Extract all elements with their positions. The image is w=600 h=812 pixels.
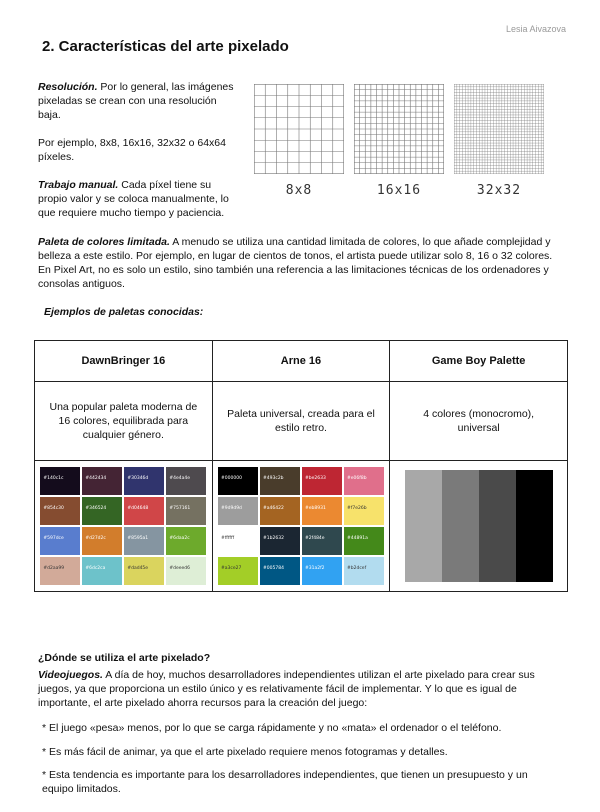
color-swatch-hex: #1b2632	[262, 536, 284, 541]
color-swatch-hex: #140c1c	[43, 476, 64, 481]
color-swatch-hex: #346524	[85, 506, 107, 511]
color-swatch	[40, 497, 80, 525]
color-swatch	[218, 527, 258, 555]
bullet-item: * Es más fácil de animar, ya que el arte pixelado requiere menos fotogramas y detalles.	[42, 746, 448, 758]
color-swatch	[124, 557, 164, 585]
color-swatch-hex: #8595a1	[127, 536, 149, 541]
palette-desc-gameboy-text: 4 colores (monocromo), universal	[423, 408, 535, 434]
color-swatch-hex: #597dce	[43, 536, 64, 541]
color-swatch-hex: #d27d2c	[85, 536, 106, 541]
palette-desc-arne	[212, 382, 390, 461]
palettes-table	[34, 340, 568, 592]
color-swatch	[218, 467, 258, 495]
color-swatch-hex: #be2633	[304, 476, 326, 481]
palette-name-dawnbringer: DawnBringer 16	[35, 341, 213, 382]
color-swatch-hex: #6dc2ca	[85, 566, 106, 571]
color-swatch-hex: #854c30	[43, 506, 64, 511]
palette-desc-gameboy	[390, 382, 568, 461]
color-swatch-hex: #493c2b	[262, 476, 284, 481]
color-swatch	[40, 527, 80, 555]
where-heading: ¿Dónde se utiliza el arte pixelado?	[38, 652, 211, 664]
color-swatch	[302, 527, 342, 555]
color-swatch	[260, 527, 300, 555]
color-swatch-hex: #9d9d9d	[220, 506, 242, 511]
color-swatch-hex: #d04648	[127, 506, 149, 511]
color-swatch-hex: #a46422	[262, 506, 284, 511]
color-swatch-hex: #6daa2c	[169, 536, 190, 541]
manual-lead: Trabajo manual.	[38, 179, 119, 191]
color-swatch-hex: #30346d	[127, 476, 149, 481]
resolution-paragraph	[38, 80, 238, 122]
color-swatch	[82, 557, 122, 585]
gameboy-strip	[405, 470, 553, 582]
color-swatch	[82, 527, 122, 555]
color-swatch-hex: #4e4a4e	[169, 476, 190, 481]
resolution-lead: Resolución.	[38, 81, 98, 93]
color-swatch	[166, 467, 206, 495]
palette-desc-dawnbringer	[35, 382, 213, 461]
videogames-lead: Videojuegos.	[38, 669, 103, 681]
color-swatch-hex: #e06f8b	[346, 476, 367, 481]
color-swatch-hex: #ffffff	[220, 536, 235, 541]
color-swatch	[166, 527, 206, 555]
color-swatch-hex: #dad45e	[127, 566, 149, 571]
color-swatch-hex: #442434	[85, 476, 107, 481]
color-swatch-hex: #005784	[262, 566, 284, 571]
color-swatch	[302, 497, 342, 525]
color-swatch	[124, 467, 164, 495]
color-swatch	[40, 557, 80, 585]
palette-paragraph	[38, 235, 563, 291]
palette-name-gameboy: Game Boy Palette	[390, 341, 568, 382]
color-swatch-hex: #d2aa99	[43, 566, 65, 571]
swatch-grid	[40, 467, 206, 585]
color-swatch	[124, 497, 164, 525]
gameboy-color-band	[479, 470, 516, 582]
grid-16x16-image	[354, 84, 444, 174]
gameboy-color-band	[442, 470, 479, 582]
manual-paragraph	[38, 178, 238, 220]
color-swatch	[166, 497, 206, 525]
color-swatch-hex: #2f484e	[304, 536, 325, 541]
bullet-item: * El juego «pesa» menos, por lo que se carga rápidamente y no «mata» el ordenador o el teléfono.	[42, 722, 502, 734]
palette-swatches-gameboy	[390, 461, 568, 592]
palette-text: A menudo se utiliza una cantidad limitada de colores, lo que añade complejidad y belleza a este estilo. Por ejemplo, en lugar de cientos de tonos, el artista puede utilizar solo 8, 16 o 32 colores. En Pixel Art, no es solo un estilo, sino también una referencia a las limitaciones técnicas de los ordenadores y consolas antiguos.	[38, 236, 553, 290]
color-swatch-hex: #eb8931	[304, 506, 326, 511]
color-swatch	[302, 467, 342, 495]
swatch-grid	[218, 467, 384, 585]
grid-32x32-image	[454, 84, 544, 174]
bullet-item: * Esta tendencia es importante para los desarrolladores independientes, que tienen un presupuesto y un equipo limitados.	[42, 769, 528, 795]
color-swatch	[344, 557, 384, 585]
grid-label-16x16: 16x16	[376, 183, 422, 198]
grid-label-32x32: 32x32	[476, 183, 522, 198]
palette-desc-arne-text: Paleta universal, creada para el estilo retro.	[227, 408, 375, 434]
videogames-paragraph	[38, 668, 558, 710]
palette-name-arne: Arne 16	[212, 341, 390, 382]
color-swatch-hex: #000000	[220, 476, 242, 481]
color-swatch	[124, 527, 164, 555]
color-swatch	[82, 497, 122, 525]
color-swatch-hex: #757161	[169, 506, 191, 511]
grid-8x8-image	[254, 84, 344, 174]
gameboy-color-band	[405, 470, 442, 582]
examples-heading: Ejemplos de paletas conocidas:	[44, 306, 204, 318]
grid-label-8x8: 8x8	[285, 183, 313, 198]
color-swatch	[218, 497, 258, 525]
color-swatch	[260, 557, 300, 585]
resolution-example: Por ejemplo, 8x8, 16x16, 32x32 o 64x64 píxeles.	[38, 137, 226, 163]
color-swatch-hex: #deeed6	[169, 566, 190, 571]
videogames-text: A día de hoy, muchos desarrolladores independientes utilizan el arte pixelado para crear sus juegos, ya que proporciona un estilo único y es relativamente fácil de implementar. Y lo que es igual de importante, el arte pixelado ahorra recursos para la creación del juego:	[38, 669, 535, 709]
color-swatch-hex: #44891a	[346, 536, 368, 541]
palette-desc-dawnbringer-text: Una popular paleta moderna de 16 colores, equilibrada para cualquier género.	[49, 401, 198, 441]
palette-swatches-arne	[212, 461, 390, 592]
color-swatch-hex: #f7e26b	[346, 506, 367, 511]
color-swatch-hex: #31a2f2	[304, 566, 325, 571]
color-swatch	[344, 497, 384, 525]
color-swatch	[218, 557, 258, 585]
palette-swatches-dawnbringer	[35, 461, 213, 592]
color-swatch	[40, 467, 80, 495]
color-swatch-hex: #a3ce27	[220, 566, 242, 571]
color-swatch	[302, 557, 342, 585]
resolution-text: Por lo general, las imágenes pixeladas se crean con una resolución baja.	[38, 81, 234, 121]
gameboy-color-band	[516, 470, 553, 582]
color-swatch	[82, 467, 122, 495]
color-swatch	[260, 467, 300, 495]
color-swatch	[260, 497, 300, 525]
manual-text: Cada píxel tiene su propio valor y se coloca manualmente, lo que requiere mucho tiempo y paciencia.	[38, 179, 229, 219]
author-name: Lesia Aivazova	[505, 24, 566, 34]
color-swatch-hex: #b2dcef	[346, 566, 367, 571]
color-swatch	[344, 527, 384, 555]
color-swatch	[166, 557, 206, 585]
section-title: 2. Características del arte pixelado	[42, 38, 289, 55]
color-swatch	[344, 467, 384, 495]
palette-lead: Paleta de colores limitada.	[38, 236, 170, 248]
